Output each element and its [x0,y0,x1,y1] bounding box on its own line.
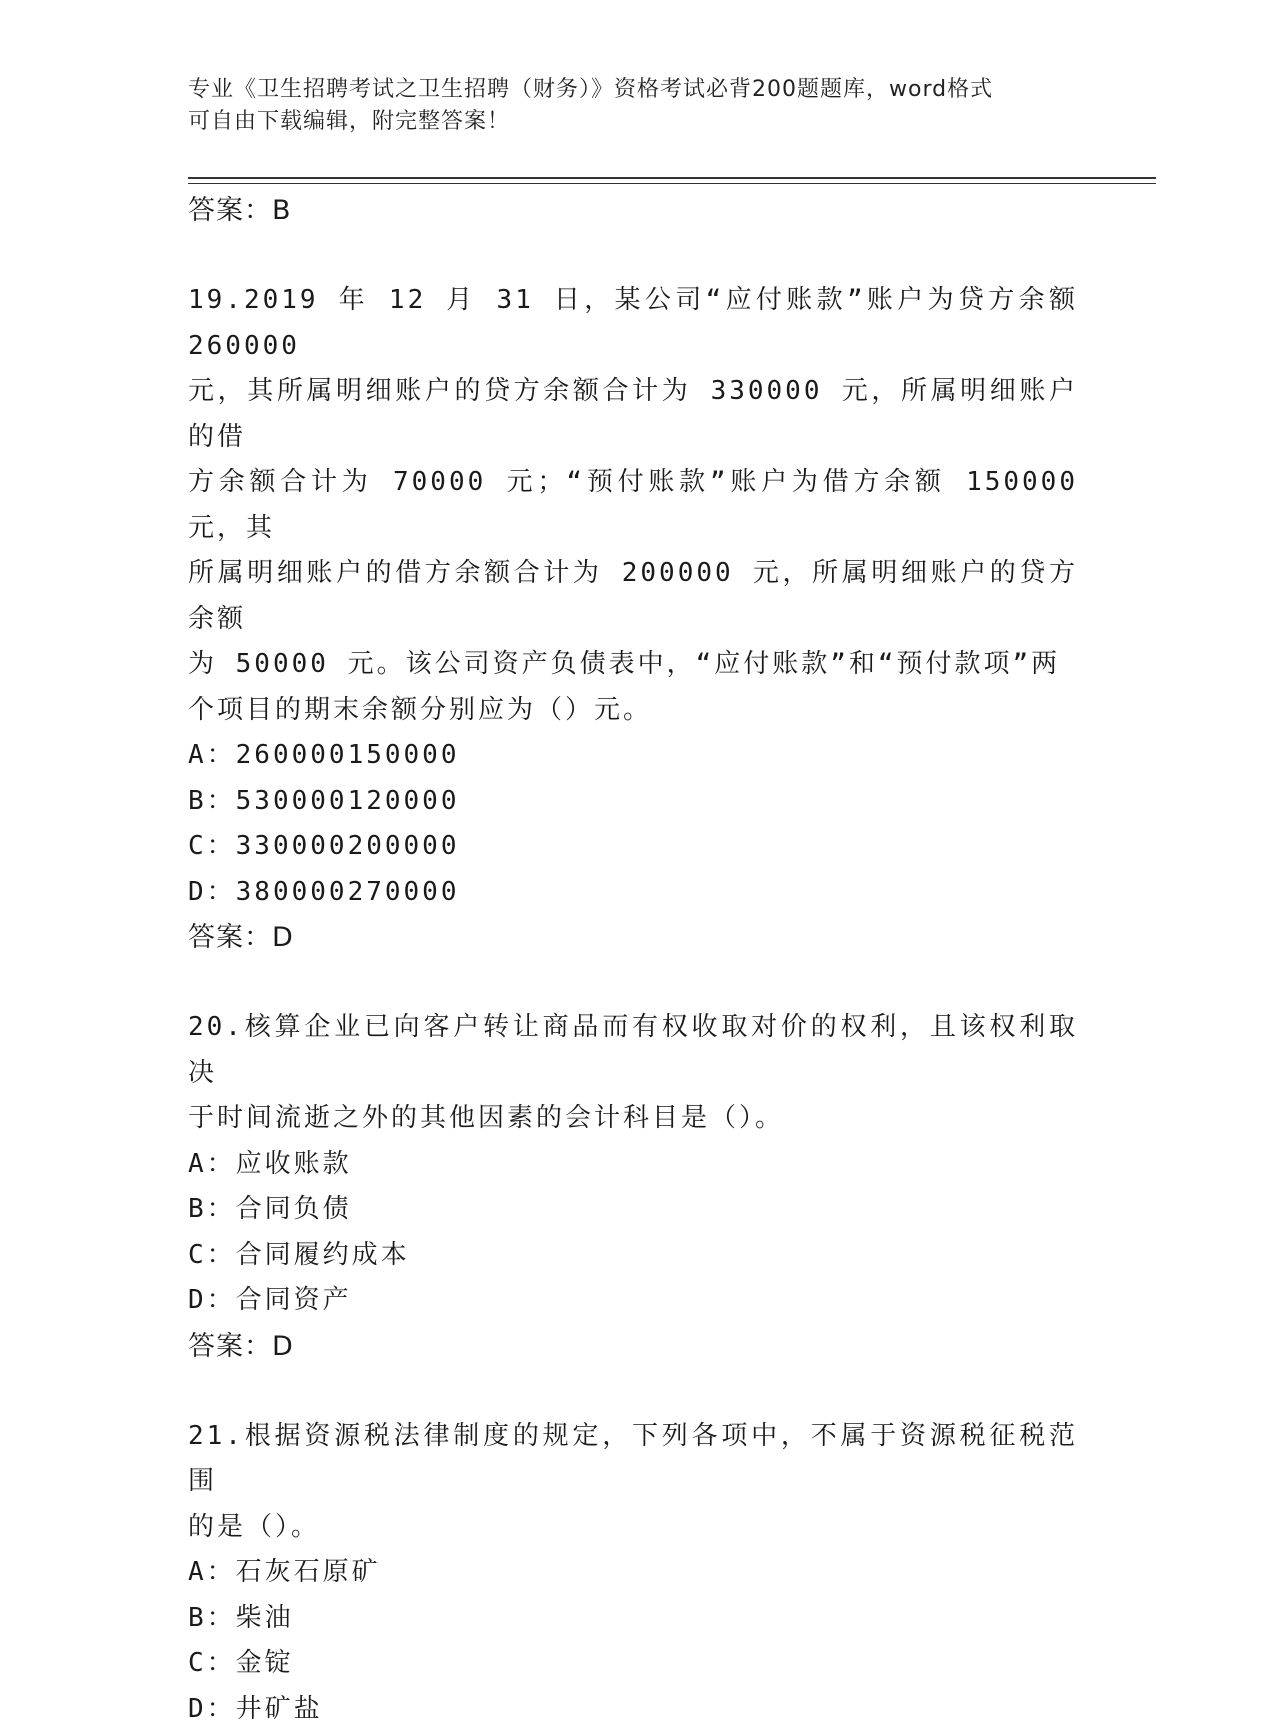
spacer [188,234,1078,278]
question-answer: 答案：D [188,1324,1078,1370]
spacer [188,961,1078,1005]
option-b: B：合同负债 [188,1187,1078,1233]
header-divider-thick [188,177,1156,179]
question-21 [188,1414,1078,1732]
header-line-1: 专业《卫生招聘考试之卫生招聘（财务）》资格考试必背200题题库，word格式 [188,74,1068,106]
stem-line: 方余额合计为 70000 元；“预付账款”账户为借方余额 150000 元，其 [188,460,1078,551]
stem-line: 19.2019 年 12 月 31 日，某公司“应付账款”账户为贷方余额 260000 [188,278,1078,369]
option-d: D：380000270000 [188,870,1078,916]
document-header [188,74,1068,138]
stem-line: 个项目的期末余额分别应为（）元。 [188,688,1078,734]
option-b: B：柴油 [188,1596,1078,1642]
question-stem [188,1414,1078,1551]
option-c: C：330000200000 [188,824,1078,870]
stem-line: 所属明细账户的借方余额合计为 200000 元，所属明细账户的贷方余额 [188,551,1078,642]
option-a: A：石灰石原矿 [188,1550,1078,1596]
option-b: B：530000120000 [188,779,1078,825]
previous-answer: 答案：B [188,188,1078,234]
stem-line: 为 50000 元。该公司资产负债表中，“应付账款”和“预付款项”两 [188,642,1078,688]
header-divider-thin [188,183,1156,184]
question-answer: 答案：D [188,915,1078,961]
stem-line: 于时间流逝之外的其他因素的会计科目是（）。 [188,1096,1078,1142]
header-line-2: 可自由下载编辑，附完整答案！ [188,106,1068,138]
option-d: D：合同资产 [188,1278,1078,1324]
option-c: C：合同履约成本 [188,1233,1078,1279]
option-a: A：260000150000 [188,733,1078,779]
question-19 [188,278,1078,961]
spacer [188,1370,1078,1414]
option-d: D：井矿盐 [188,1687,1078,1732]
stem-line: 20.核算企业已向客户转让商品而有权收取对价的权利，且该权利取决 [188,1005,1078,1096]
stem-line: 元，其所属明细账户的贷方余额合计为 330000 元，所属明细账户的借 [188,369,1078,460]
stem-line: 21.根据资源税法律制度的规定，下列各项中，不属于资源税征税范围 [188,1414,1078,1505]
question-20 [188,1005,1078,1370]
question-stem [188,1005,1078,1142]
option-c: C：金锭 [188,1641,1078,1687]
document-body [188,188,1078,1732]
stem-line: 的是（）。 [188,1505,1078,1551]
question-stem [188,278,1078,733]
option-a: A：应收账款 [188,1142,1078,1188]
